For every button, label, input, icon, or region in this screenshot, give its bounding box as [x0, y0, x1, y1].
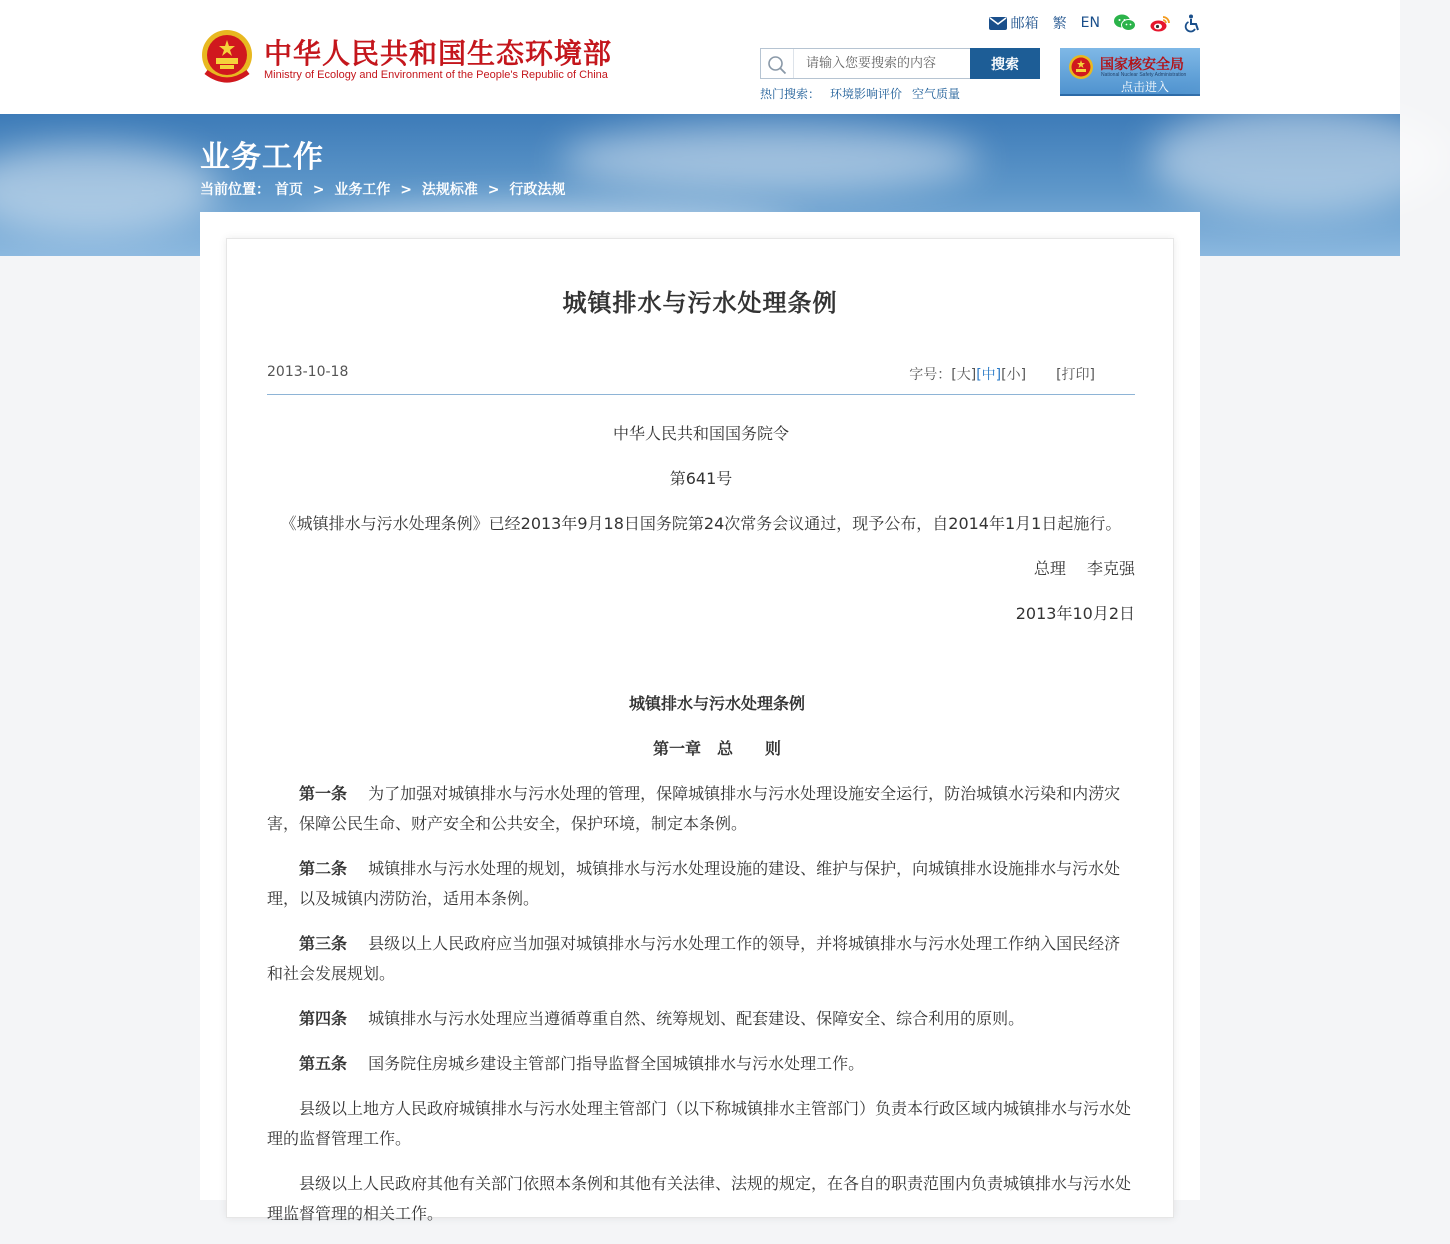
site-header [0, 0, 1400, 114]
article-paragraph [267, 1049, 1135, 1079]
site-logo[interactable] [200, 26, 620, 88]
search-box [760, 48, 970, 79]
font-size-large[interactable]: [大] [951, 367, 977, 383]
weibo-link[interactable] [1150, 15, 1170, 32]
hot-search-term[interactable]: 环境影响评价 [830, 87, 903, 101]
english-link[interactable]: EN [1080, 15, 1100, 31]
article-meta [267, 363, 1135, 395]
mail-icon [989, 17, 1007, 30]
article-text: 为了加强对城镇排水与污水处理的管理，保障城镇排水与污水处理设施安全运行，防治城镇水污染和内涝灾害，保障公民生命、财产安全和公共安全，保护环境，制定本条例。 [267, 784, 1121, 833]
article-text: 城镇排水与污水处理的规划，城镇排水与污水处理设施的建设、维护与保护，向城镇排水设施排水与污水处理，以及城镇内涝防治，适用本条例。 [267, 859, 1121, 908]
site-name-en: Ministry of Ecology and Environment of the People's Republic of China [264, 69, 608, 81]
breadcrumb [200, 179, 565, 199]
decree-issuer: 中华人民共和国国务院令 [612, 424, 789, 443]
breadcrumb-separator: > [312, 182, 325, 198]
article-label: 第二条 [299, 859, 348, 878]
font-size-label: 字号： [909, 367, 952, 383]
mail-link[interactable] [989, 13, 1039, 33]
font-size-medium[interactable]: [中] [976, 367, 1002, 383]
site-name: 中华人民共和国生态环境部 [264, 37, 613, 70]
article-card [226, 238, 1174, 1223]
accessibility-link[interactable] [1184, 14, 1200, 32]
decree-text: 《城镇排水与污水处理条例》已经2013年9月18日国务院第24次常务会议通过，现予公布，自2014年1月1日起施行。 [280, 514, 1122, 533]
article-text: 县级以上人民政府应当加强对城镇排水与污水处理工作的领导，并将城镇排水与污水处理工作纳入国民经济和社会发展规划。 [267, 934, 1121, 983]
search-bar [760, 48, 1040, 79]
decree-number: 第641号 [669, 469, 733, 488]
print-button[interactable]: [打印] [1056, 367, 1095, 383]
nsa-name-en: National Nuclear Safety Administration [1101, 72, 1187, 78]
breadcrumb-separator: > [400, 182, 412, 198]
breadcrumb-label: 当前位置： [200, 182, 270, 198]
article-label: 第一条 [299, 784, 348, 803]
breadcrumb-separator: > [487, 182, 500, 198]
traditional-chinese-link[interactable]: 繁 [1052, 16, 1067, 32]
national-emblem-icon [200, 28, 254, 86]
article-paragraph [267, 929, 1135, 989]
sign-date: 2013年10月2日 [1015, 604, 1135, 623]
article-paragraph [267, 1004, 1135, 1034]
chapter-heading: 第一章 总 则 [652, 739, 781, 758]
mail-label: 邮箱 [1010, 16, 1039, 32]
section-title: 业务工作 [200, 140, 324, 175]
top-utility-bar [989, 12, 1200, 34]
breadcrumb-home[interactable]: 首页 [274, 182, 303, 198]
search-input[interactable] [793, 49, 965, 78]
wechat-link[interactable] [1114, 14, 1136, 32]
weibo-icon [1150, 15, 1170, 32]
article-paragraph [267, 854, 1135, 914]
article-body [267, 419, 1135, 1244]
publish-date: 2013-10-18 [267, 364, 349, 380]
signature: 总理 李克强 [1033, 559, 1135, 578]
article-paragraph [267, 779, 1135, 839]
font-size-small[interactable]: [小] [1001, 367, 1027, 383]
article-tools [909, 364, 1095, 384]
article-title: 城镇排水与污水处理条例 [562, 289, 838, 317]
wechat-icon [1114, 14, 1136, 32]
hot-search-label: 热门搜索： [760, 87, 821, 101]
accessibility-icon [1184, 14, 1200, 32]
breadcrumb-business-work[interactable]: 业务工作 [334, 182, 391, 198]
article-label: 第三条 [299, 934, 348, 953]
hot-search [760, 85, 960, 102]
article-label: 第四条 [299, 1009, 348, 1028]
nsa-name: 国家核安全局 [1100, 57, 1184, 73]
body-paragraph: 县级以上地方人民政府城镇排水与污水处理主管部门（以下称城镇排水主管部门）负责本行政区域内城镇排水与污水处理的监督管理工作。 [267, 1099, 1132, 1148]
article-text: 国务院住房城乡建设主管部门指导监督全国城镇排水与污水处理工作。 [368, 1054, 865, 1073]
breadcrumb-administrative-regulations[interactable]: 行政法规 [509, 182, 566, 198]
body-paragraph: 县级以上人民政府其他有关部门依照本条例和其他有关法律、法规的规定，在各自的职责范围内负责城镇排水与污水处理监督管理的相关工作。 [267, 1174, 1132, 1223]
search-button[interactable]: 搜索 [970, 48, 1040, 79]
hot-search-term[interactable]: 空气质量 [912, 87, 961, 101]
document-title: 城镇排水与污水处理条例 [628, 694, 805, 713]
nsa-enter-label: 点击进入 [1120, 80, 1169, 94]
article-label: 第五条 [299, 1054, 348, 1073]
breadcrumb-regulations[interactable]: 法规标准 [421, 182, 478, 198]
article-text: 城镇排水与污水处理应当遵循尊重自然、统筹规划、配套建设、保障安全、综合利用的原则。 [368, 1009, 1025, 1028]
nsa-banner-link[interactable] [1060, 48, 1200, 96]
search-icon [767, 55, 787, 75]
